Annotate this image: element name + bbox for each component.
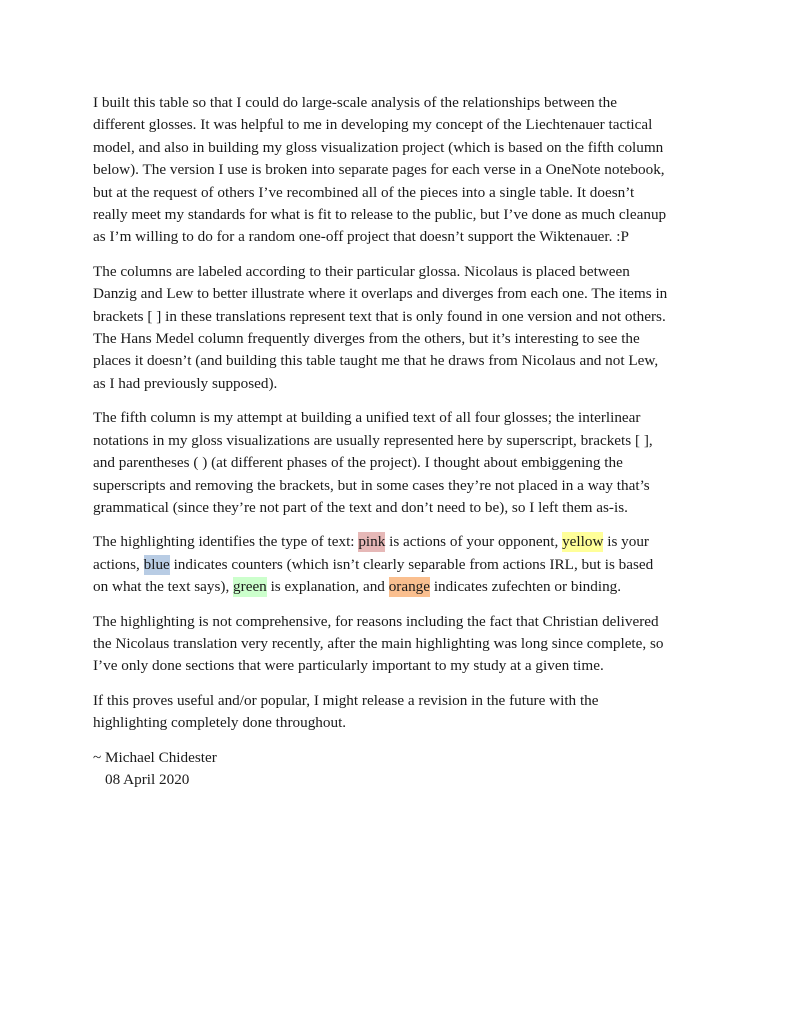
paragraph-highlighting-legend bbox=[93, 531, 668, 598]
document-page bbox=[93, 92, 668, 791]
signature-date: 08 April 2020 bbox=[105, 770, 190, 788]
legend-text: is your actions, bbox=[93, 533, 649, 573]
legend-text: is explanation, and bbox=[266, 578, 389, 596]
paragraph-future-revision: If this proves useful and/or popular, I might release a revision in the future with the highlighting completely done throughout. bbox=[93, 691, 599, 732]
legend-text: is actions of your opponent, bbox=[385, 533, 563, 551]
highlight-blue-swatch: blue bbox=[143, 555, 170, 573]
paragraph-fifth-column: The fifth column is my attempt at building a unified text of all four glosses; the interlinear notations in my gloss visualizations are usually represented here by superscript, brackets [ ], and parentheses ( ) (at different phases of the project). I thought about embiggening the superscripts and removing the brackets, but in some cases they’re not placed in a way that’s grammatical (since they’re not part of the text and don’t need to be), so I left them as-is. bbox=[93, 409, 653, 516]
legend-text: The highlighting identifies the type of text: bbox=[93, 533, 359, 551]
signature-block bbox=[93, 747, 668, 792]
paragraph-intro: I built this table so that I could do large-scale analysis of the relationships between the different glosses. It was helpful to me in developing my concept of the Liechtenauer tactical model, and also in building my gloss visualization project (which is based on the fifth column below). The version I use is broken into separate pages for each verse in a OneNote notebook, but at the request of others I’ve recombined all of the pieces into a single table. It doesn’t really meet my standards for what is fit to release to the public, but I’ve done as much cleanup as I’m willing to do for a random one-off project that doesn’t support the Wiktenauer. :P bbox=[93, 94, 667, 246]
highlight-green-swatch: green bbox=[233, 578, 267, 596]
highlight-pink-swatch: pink bbox=[358, 533, 386, 551]
paragraph-columns: The columns are labeled according to their particular glossa. Nicolaus is placed between Danzig and Lew to better illustrate where it overlaps and diverges from each one. The items in brackets [ ] in these translations represent text that is only found in one version and not others. The Hans Medel column frequently diverges from the others, but it’s interesting to see the places it doesn’t (and building this table taught me that he draws from Nicolaus and not Lew, as I had previously supposed). bbox=[93, 262, 668, 392]
signature-name: ~ Michael Chidester bbox=[93, 748, 217, 766]
highlight-yellow-swatch: yellow bbox=[562, 533, 604, 551]
highlight-orange-swatch: orange bbox=[388, 578, 431, 596]
paragraph-not-comprehensive: The highlighting is not comprehensive, for reasons including the fact that Christian delivered the Nicolaus translation very recently, after the main highlighting was long since complete, so I’ve only done sections that were particularly important to my study at a given time. bbox=[93, 612, 664, 675]
legend-text: indicates zufechten or binding. bbox=[430, 578, 622, 596]
legend-text: indicates counters (which isn’t clearly separable from actions IRL, but is based on what the text says), bbox=[93, 555, 654, 596]
